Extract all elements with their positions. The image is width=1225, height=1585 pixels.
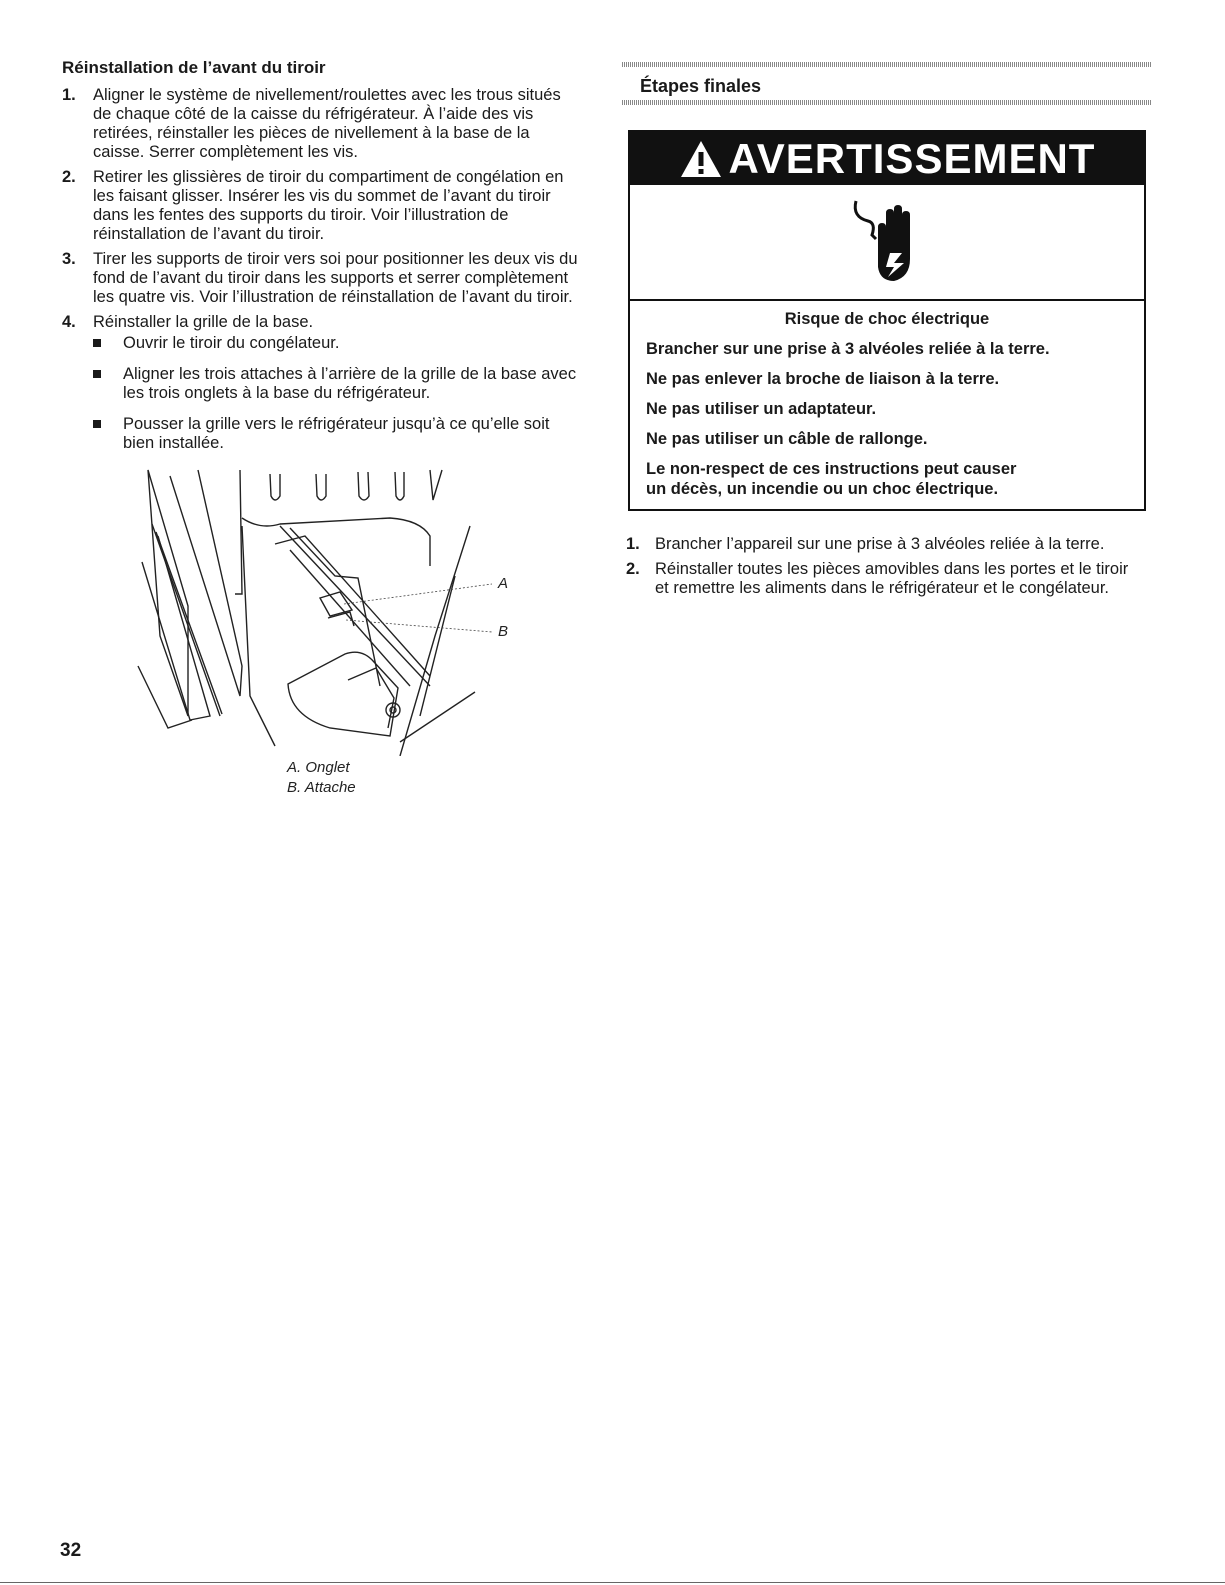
caption-b: B. Attache [287, 779, 356, 796]
bullet-item: Ouvrir le tiroir du congélateur. [93, 334, 582, 353]
list-item: 2. Réinstaller toutes les pièces amovibles dans les portes et le tiroir et remettre les aliments dans le réfrigérateur et le congélateur. [626, 560, 1129, 597]
list-item: 1. Aligner le système de nivellement/roulettes avec les trous situés de chaque côté de la caisse du réfrigérateur. À l’aide des vis retirées, réinstaller les pièces de nivellement à la base de la caisse. Serrer complètement les vis. [62, 86, 561, 161]
warning-text [630, 301, 1144, 509]
bullet-item: Aligner les trois attaches à l’arrière de la grille de la base avec les trois onglets à la base du réfrigérateur. [93, 365, 582, 403]
section-heading: Étapes finales [640, 76, 762, 96]
right-steps [626, 535, 1146, 604]
section-heading: Réinstallation de l’avant du tiroir [62, 58, 326, 77]
steps-list [62, 86, 582, 453]
warning-line: Ne pas utiliser un adaptateur. [646, 400, 877, 418]
warning-consequence: Le non-respect de ces instructions peut causer un décès, un incendie ou un choc électrique. [646, 460, 1017, 498]
warning-triangle-icon [679, 139, 723, 179]
warning-box [628, 130, 1146, 511]
page-number: 32 [60, 1540, 82, 1561]
warning-line: Brancher sur une prise à 3 alvéoles reliée à la terre. [646, 340, 1050, 358]
warning-header [630, 132, 1144, 185]
bullet-square-icon [93, 370, 101, 378]
list-item: 3. Tirer les supports de tiroir vers soi pour positionner les deux vis du fond de l’avant du tiroir dans les supports et serrer complètement les quatre vis. Voir l’illustration de réinstallation de l’avant du tiroir. [62, 250, 578, 306]
leader-line-a [344, 584, 492, 604]
warning-line: Ne pas utiliser un câble de rallonge. [646, 430, 928, 448]
steps-list [626, 535, 1146, 598]
warning-icon-area [630, 185, 1144, 301]
warning-line: Ne pas enlever la broche de liaison à la terre. [646, 370, 1000, 388]
list-item: 2. Retirer les glissières de tiroir du compartiment de congélation en les faisant glisser. Insérer les vis du sommet de l’avant du tiroir dans les fentes des supports du tiroir. Voir l’illustration de réinstallation de l’avant du tiroir. [62, 168, 564, 243]
warning-title: AVERTISSEMENT [728, 134, 1096, 182]
heading-rule-top [622, 62, 1152, 67]
bullet-item: Pousser la grille vers le réfrigérateur jusqu’à ce qu’elle soit bien installée. [93, 415, 582, 453]
bullet-square-icon [93, 420, 101, 428]
bullet-list [93, 334, 582, 453]
left-column [62, 58, 582, 465]
list-item: 1. Brancher l’appareil sur une prise à 3 alvéoles reliée à la terre. [626, 535, 1105, 553]
label-b: B [498, 623, 509, 640]
bullet-square-icon [93, 339, 101, 347]
list-item: 4. Réinstaller la grille de la base. Ouvrir le tiroir du congélateur. Aligner les trois attaches à l’arrière de la grille de la base avec les trois onglets à la base du réfrigérateur. Pousser la grille vers le réfrigérateur jusqu’à ce qu’elle soit bien installée. [62, 313, 582, 453]
electric-shock-hand-icon [850, 197, 930, 287]
caption-a: A. Onglet [287, 759, 350, 776]
heading-rule-bottom [622, 100, 1152, 105]
drawer-front-illustration [130, 466, 530, 756]
page-bottom-rule [0, 1582, 1225, 1583]
door-panel [148, 470, 188, 716]
label-a: A [498, 575, 509, 592]
warning-subtitle: Risque de choc électrique [784, 310, 990, 328]
